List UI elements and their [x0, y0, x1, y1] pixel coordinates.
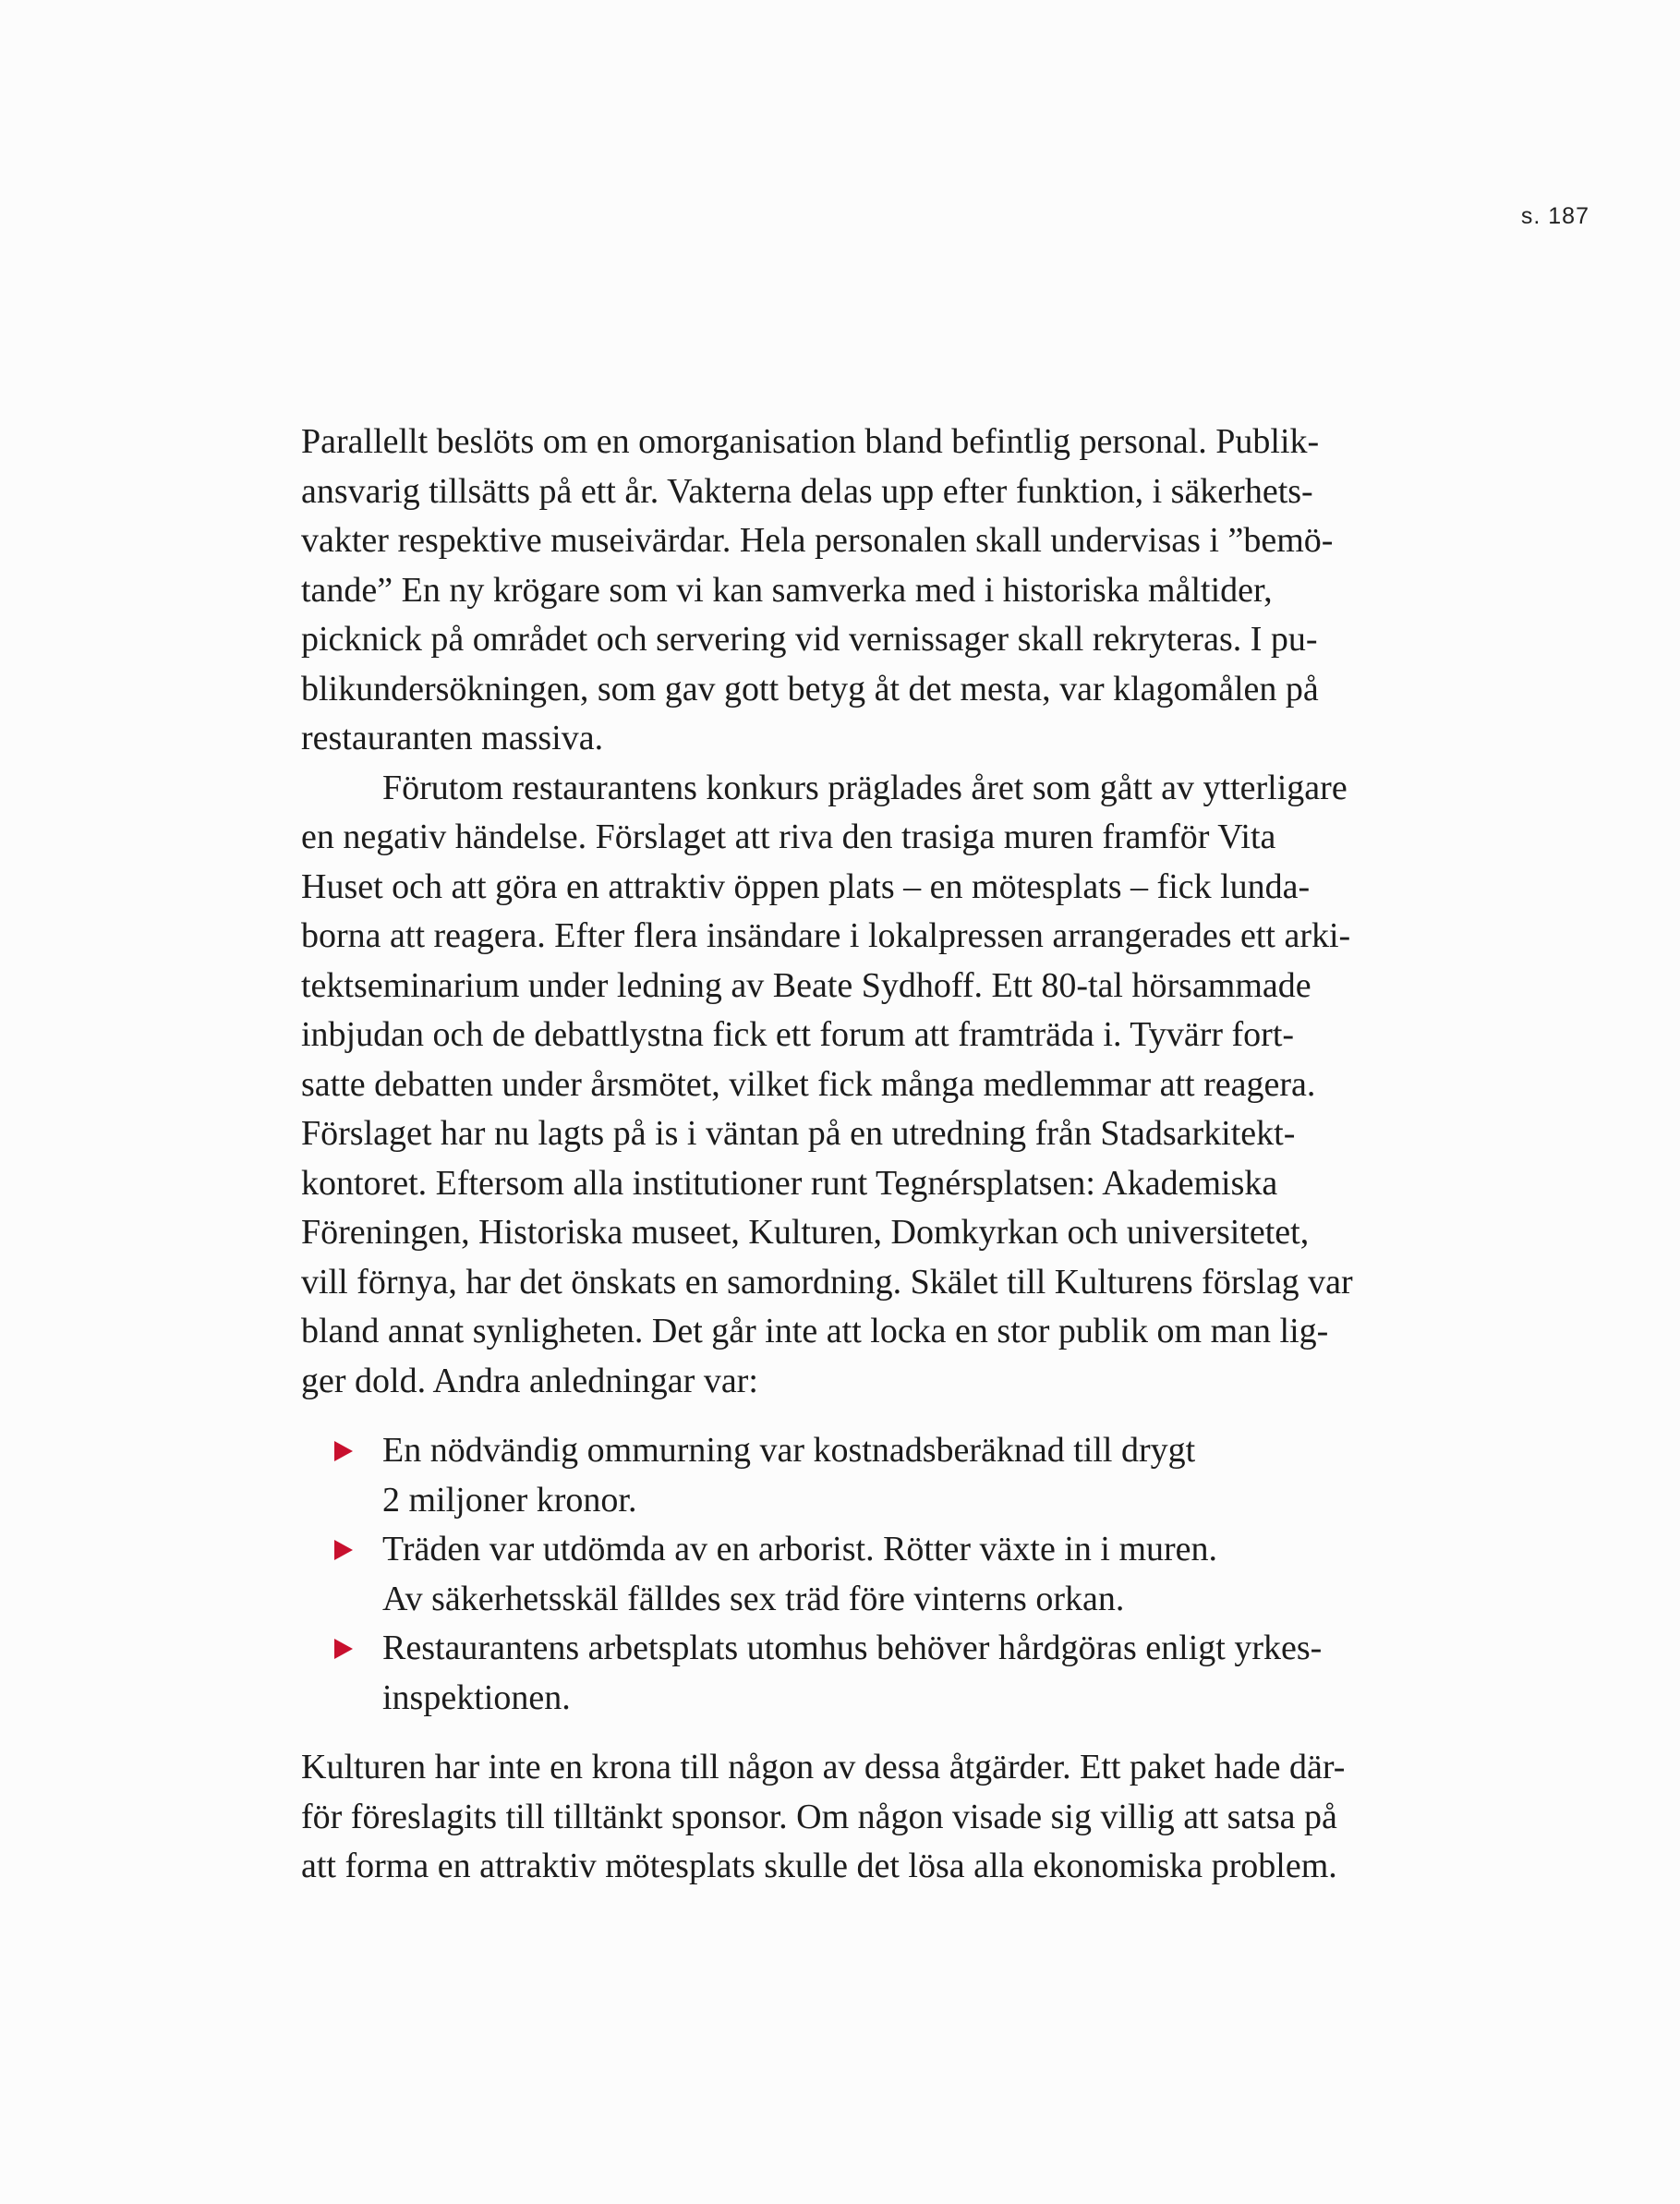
- page-number: s. 187: [1520, 203, 1589, 229]
- text-line: för föreslagits till tilltänkt sponsor. Om någon visade sig villig att satsa på: [301, 1797, 1337, 1836]
- text-line: bland annat synligheten. Det går inte att locka en stor publik om man lig-: [301, 1312, 1329, 1350]
- text-line: inbjudan och de debattlystna fick ett forum att framträda i. Tyvärr fort-: [301, 1015, 1295, 1054]
- paragraph-1: [301, 418, 1511, 764]
- text-line: En nödvändig ommurning var kostnadsberäknad till drygt: [382, 1431, 1196, 1470]
- text-line: satte debatten under årsmötet, vilket fick många medlemmar att reagera.: [301, 1064, 1316, 1104]
- text-line: blikundersökningen, som gav gott betyg åt det mesta, var klagomålen på: [301, 669, 1319, 708]
- bullet-list: [301, 1426, 1511, 1723]
- list-item: [301, 1624, 1511, 1723]
- text-line: Parallellt beslöts om en omorganisation bland befintlig personal. Publik-: [301, 422, 1320, 461]
- list-item: [301, 1426, 1511, 1525]
- triangle-bullet-icon: [334, 1540, 353, 1560]
- text-line: Förslaget har nu lagts på is i väntan på en utredning från Stadsarkitekt-: [301, 1114, 1296, 1153]
- text-line: inspektionen.: [382, 1677, 571, 1717]
- text-line: Kulturen har inte en krona till någon av dessa åtgärder. Ett paket hade där-: [301, 1748, 1346, 1786]
- text-line: Förutom restaurantens konkurs präglades året som gått av ytterligare: [382, 768, 1348, 807]
- text-line: Av säkerhetsskäl fälldes sex träd före vinterns orkan.: [382, 1579, 1125, 1618]
- text-line: Träden var utdömda av en arborist. Rötter växte in i muren.: [382, 1530, 1218, 1568]
- text-line: ansvarig tillsätts på ett år. Vakterna delas upp efter funktion, i säkerhets-: [301, 471, 1313, 511]
- text-line: borna att reagera. Efter flera insändare i lokalpressen arrangerades ett arki-: [301, 916, 1351, 955]
- triangle-bullet-icon: [334, 1639, 353, 1659]
- text-line: Restaurantens arbetsplats utomhus behöver hårdgöras enligt yrkes-: [382, 1629, 1323, 1667]
- list-item: [301, 1525, 1511, 1624]
- text-line: picknick på området och servering vid vernissager skall rekryteras. I pu-: [301, 620, 1318, 659]
- text-line: ger dold. Andra anledningar var:: [301, 1361, 758, 1400]
- text-line: Föreningen, Historiska museet, Kulturen, Domkyrkan och universitetet,: [301, 1213, 1310, 1252]
- text-line: vill förnya, har det önskats en samordning. Skälet till Kulturens förslag var: [301, 1262, 1353, 1302]
- document-body: [301, 418, 1511, 1892]
- text-line: Huset och att göra en attraktiv öppen plats – en mötesplats – fick lunda-: [301, 866, 1311, 906]
- text-line: 2 miljoner kronor.: [382, 1480, 637, 1520]
- text-line: tektseminarium under ledning av Beate Sydhoff. Ett 80-tal hörsammade: [301, 965, 1311, 1005]
- text-line: restauranten massiva.: [301, 719, 604, 757]
- text-line: vakter respektive museivärdar. Hela personalen skall undervisas i ”bemö-: [301, 521, 1334, 560]
- triangle-bullet-icon: [334, 1441, 353, 1461]
- text-line: en negativ händelse. Förslaget att riva den trasiga muren framför Vita: [301, 817, 1276, 856]
- paragraph-3: [301, 1743, 1511, 1892]
- text-line: kontoret. Eftersom alla institutioner runt Tegnérsplatsen: Akademiska: [301, 1163, 1278, 1203]
- paragraph-2: [301, 764, 1511, 1407]
- text-line: att forma en attraktiv mötesplats skulle det lösa alla ekonomiska problem.: [301, 1847, 1337, 1885]
- text-line: tande” En ny krögare som vi kan samverka med i historiska måltider,: [301, 570, 1273, 610]
